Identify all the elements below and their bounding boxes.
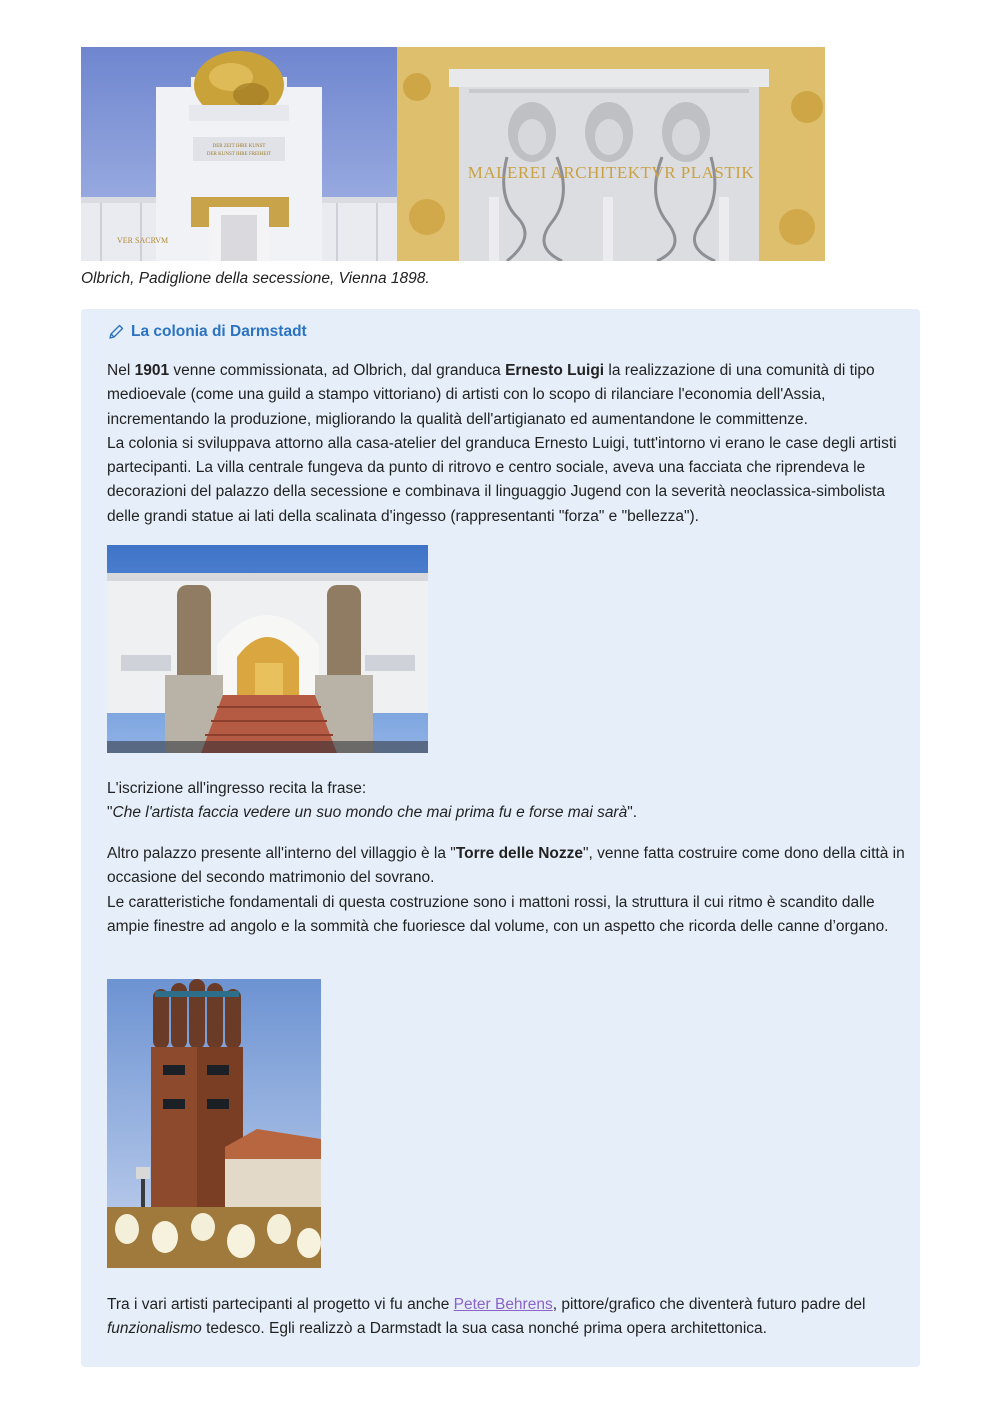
ver-sacrum-signature: VER SACRVM (117, 236, 169, 245)
p1-text-a: Nel (107, 362, 135, 379)
paragraph-wedding-tower (107, 842, 907, 939)
p3-text-c: ", venne fatta costruire come dono della città in occasione del secondo matrimonio del sovrano. (107, 845, 905, 887)
p3-text-a: Altro palazzo presente all'interno del villaggio è la " (107, 845, 456, 862)
p1-text-e: la realizzazione di una comunità di tipo medioevale (come una guild a stampo vittoriano) di artisti con lo scopo di rilanciare l'economia dell'Assia, incrementando la produzione, migliorando la qualità dell'artigianato ed aumentandone le committenze. (107, 362, 875, 428)
p4-text-b: , pittore/grafico che diventerà futuro padre del (552, 1296, 866, 1313)
wedding-tower-photo (107, 979, 321, 1268)
inscription-intro: L'iscrizione all'ingresso recita la frase: (107, 780, 367, 797)
p3-tower-name: Torre delle Nozze (455, 845, 583, 862)
quote-open: " (107, 804, 113, 822)
section-title (107, 323, 307, 341)
p1-grand-duke: Ernesto Luigi (505, 362, 605, 379)
left-inscription-line2: DER KUNST IHRE FREIHEIT (206, 152, 272, 157)
secession-building-photo (81, 47, 397, 261)
p1-second-part: La colonia si sviluppava attorno alla casa-atelier del granduca Ernesto Luigi, tutt'intorno vi erano le case degli artisti partecipanti. La villa centrale fungeva da punto di ritrovo e centro sociale, aveva una facciata che riprendeva le decorazioni del palazzo della secessione e combinava il linguaggio Jugend con la severità neoclassica-simbolista delle grandi statue ai lati della scalinata d'ingesso (rappresentanti "forza" e "bellezza"). (107, 434, 897, 525)
quote-close: ". (627, 804, 638, 822)
paragraph-intro (107, 359, 907, 529)
inscription-quote: Che l'artista faccia vedere un suo mondo che mai prima fu e forse mai sarà (112, 804, 628, 822)
three-gorgons-relief-photo (397, 47, 825, 261)
p4-text-a: Tra i vari artisti partecipanti al progetto vi fu anche (107, 1296, 454, 1313)
paragraph-behrens (107, 1293, 907, 1342)
p3-second-part: Le caratteristiche fondamentali di questa costruzione sono i mattoni rossi, la struttura il cui ritmo è scandito dalle ampie finestre ad angolo e la sommità che fuoriesce dal volume, con un aspetto che ricorda delle canne d’organo. (107, 893, 889, 935)
p4-text-d: tedesco. Egli realizzò a Darmstadt la sua casa nonché prima opera architettonica. (201, 1320, 767, 1338)
right-inscription: MALEREI ARCHITEKTVR PLASTIK (467, 163, 755, 182)
section-title-text: La colonia di Darmstadt (131, 323, 307, 340)
ernst-ludwig-house-photo (107, 545, 428, 753)
peter-behrens-link[interactable]: Peter Behrens (453, 1296, 553, 1313)
pencil-icon (107, 323, 125, 341)
p1-text-c: venne commissionata, ad Olbrich, dal granduca (169, 362, 506, 379)
hero-caption: Olbrich, Padiglione della secessione, Vienna 1898. (81, 270, 430, 287)
hero-image-strip (81, 47, 825, 261)
info-box (81, 309, 920, 1367)
paragraph-inscription (107, 777, 907, 826)
left-inscription-line1: DER ZEIT IHRE KUNST (212, 144, 266, 149)
p1-year: 1901 (134, 362, 170, 379)
p4-functionalism: funzionalismo (107, 1320, 202, 1338)
